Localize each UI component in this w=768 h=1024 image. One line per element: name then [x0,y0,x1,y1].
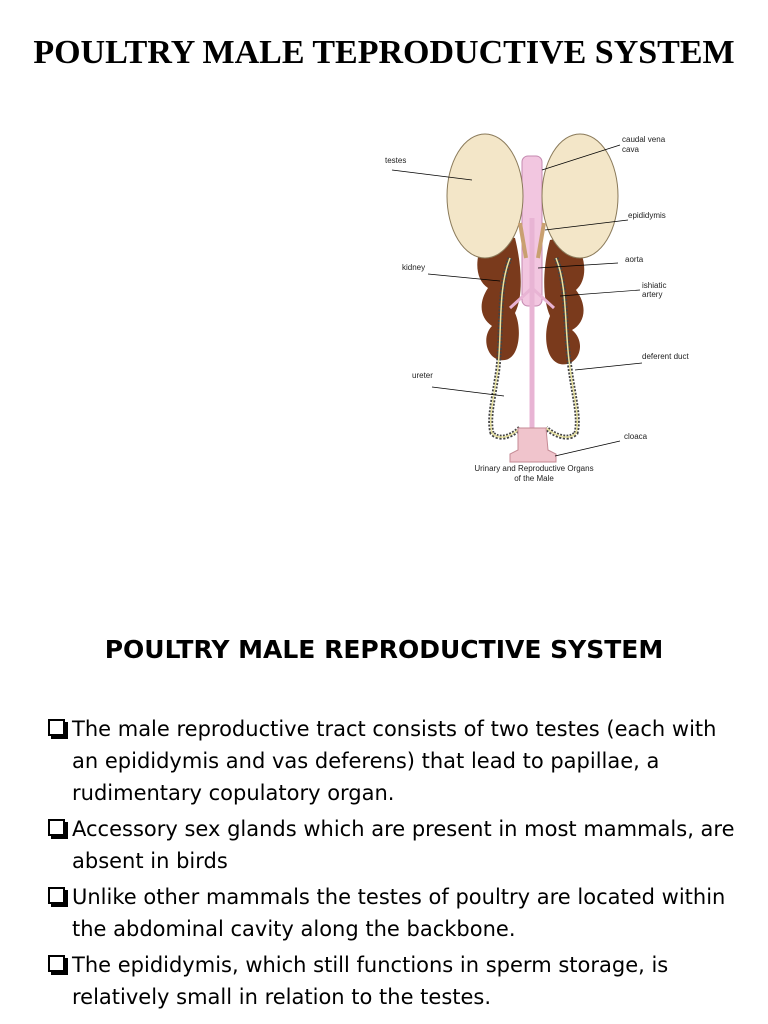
checkbox-bullet-icon [48,955,65,972]
bullet-item [45,813,745,877]
checkbox-bullet-icon [48,887,65,904]
diagram-caption-line1: Urinary and Reproductive Organs [474,464,594,473]
section-title: POULTRY MALE REPRODUCTIVE SYSTEM [104,635,664,664]
testis-left [447,134,523,258]
bullet-item [45,713,745,809]
label-ureter: ureter [412,371,433,380]
testis-right [542,134,618,258]
bullet-item [45,881,745,945]
label-ishiatic-artery-2: artery [642,290,663,299]
checkbox-bullet-icon [48,719,65,736]
bullet-text: The epididymis, which still functions in sperm storage, is relatively small in relation to the testes. [72,953,669,1009]
bullet-text: Accessory sex glands which are present in most mammals, are absent in birds [72,817,735,873]
label-testes: testes [385,156,407,165]
bullet-text: Unlike other mammals the testes of poultry are located within the abdominal cavity along the backbone. [72,885,726,941]
label-deferent-duct: deferent duct [642,352,689,361]
diagram-svg [380,128,700,493]
slide-title: POULTRY MALE TEPRODUCTIVE SYSTEM [33,34,735,71]
label-kidney: kidney [402,263,426,272]
checkbox-bullet-icon [48,819,65,836]
label-epididymis: epididymis [628,211,666,220]
label-aorta: aorta [625,255,644,264]
bullet-list [45,713,745,1017]
label-cloaca: cloaca [624,432,648,441]
reproductive-organs-diagram [380,128,700,493]
label-ishiatic-artery-1: ishiatic [642,281,667,290]
bullet-text: The male reproductive tract consists of two testes (each with an epididymis and vas deferens) that lead to papillae, a rudimentary copulatory organ. [72,717,717,805]
label-caudal-vena-cava-2: cava [622,145,639,154]
bullet-item [45,949,745,1013]
label-caudal-vena-cava-1: caudal vena [622,135,666,144]
diagram-caption-line2: of the Male [514,474,554,483]
